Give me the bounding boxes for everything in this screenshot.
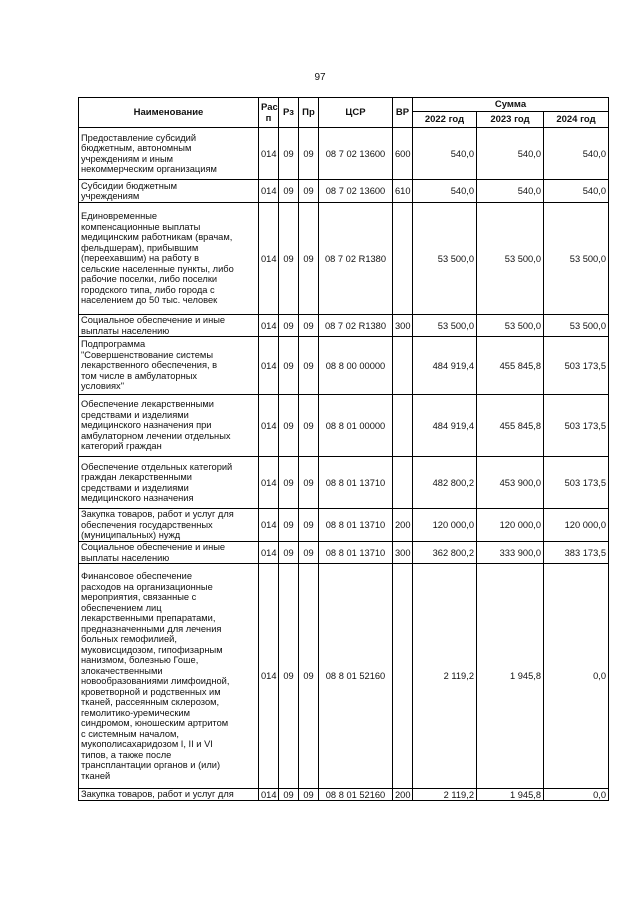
row-amount-2023: 455 845,8 bbox=[477, 337, 544, 395]
row-csr: 08 8 01 52160 bbox=[319, 564, 393, 789]
row-pr: 09 bbox=[299, 789, 319, 801]
row-name: Обеспечение отдельных категорий граждан лекарственными средствами и изделиями медицинского назначения bbox=[79, 457, 259, 509]
row-pr: 09 bbox=[299, 337, 319, 395]
row-amount-2024: 120 000,0 bbox=[544, 509, 609, 542]
table-row bbox=[79, 180, 609, 203]
row-csr: 08 8 01 13710 bbox=[319, 542, 393, 564]
row-vr: 610 bbox=[393, 180, 413, 203]
row-rasp: 014 bbox=[259, 789, 279, 801]
row-amount-2022: 120 000,0 bbox=[413, 509, 477, 542]
table-row bbox=[79, 337, 609, 395]
row-rz: 09 bbox=[279, 180, 299, 203]
row-csr: 08 8 01 00000 bbox=[319, 395, 393, 457]
row-rz: 09 bbox=[279, 789, 299, 801]
row-csr: 08 8 01 13710 bbox=[319, 457, 393, 509]
row-rasp: 014 bbox=[259, 180, 279, 203]
header-pr: Пр bbox=[299, 98, 319, 128]
table-row bbox=[79, 203, 609, 315]
row-amount-2023: 540,0 bbox=[477, 128, 544, 180]
row-name: Единовременные компенсационные выплаты медицинским работникам (врачам, фельдшерам), прибывшим (переехавшим) на работу в сельские населенные пункты, либо рабочие поселки, либо поселки городского типа, либо города с населением до 50 тыс. человек bbox=[79, 203, 259, 315]
row-amount-2022: 540,0 bbox=[413, 128, 477, 180]
row-rz: 09 bbox=[279, 337, 299, 395]
row-amount-2022: 2 119,2 bbox=[413, 789, 477, 801]
row-amount-2023: 1 945,8 bbox=[477, 789, 544, 801]
row-csr: 08 8 01 13710 bbox=[319, 509, 393, 542]
header-sum: Сумма bbox=[413, 98, 609, 112]
row-pr: 09 bbox=[299, 203, 319, 315]
row-rasp: 014 bbox=[259, 128, 279, 180]
row-name: Предоставление субсидий бюджетным, автономным учреждениям и иным некоммерческим организациям bbox=[79, 128, 259, 180]
row-amount-2024: 53 500,0 bbox=[544, 315, 609, 337]
row-rz: 09 bbox=[279, 564, 299, 789]
row-pr: 09 bbox=[299, 564, 319, 789]
row-pr: 09 bbox=[299, 180, 319, 203]
row-amount-2023: 53 500,0 bbox=[477, 203, 544, 315]
row-name: Подпрограмма "Совершенствование системы лекарственного обеспечения, в том числе в амбулаторных условиях" bbox=[79, 337, 259, 395]
row-vr bbox=[393, 395, 413, 457]
row-vr: 200 bbox=[393, 789, 413, 801]
table-row bbox=[79, 315, 609, 337]
row-amount-2024: 383 173,5 bbox=[544, 542, 609, 564]
row-amount-2024: 0,0 bbox=[544, 789, 609, 801]
row-amount-2022: 362 800,2 bbox=[413, 542, 477, 564]
row-rz: 09 bbox=[279, 203, 299, 315]
row-amount-2024: 503 173,5 bbox=[544, 457, 609, 509]
row-vr bbox=[393, 337, 413, 395]
row-amount-2023: 455 845,8 bbox=[477, 395, 544, 457]
row-vr: 200 bbox=[393, 509, 413, 542]
header-2023: 2023 год bbox=[477, 112, 544, 128]
row-csr: 08 7 02 R1380 bbox=[319, 315, 393, 337]
row-rasp: 014 bbox=[259, 564, 279, 789]
row-rasp: 014 bbox=[259, 457, 279, 509]
row-amount-2024: 53 500,0 bbox=[544, 203, 609, 315]
table-row bbox=[79, 564, 609, 789]
table-row bbox=[79, 128, 609, 180]
row-pr: 09 bbox=[299, 395, 319, 457]
row-amount-2023: 53 500,0 bbox=[477, 315, 544, 337]
header-csr: ЦСР bbox=[319, 98, 393, 128]
header-2022: 2022 год bbox=[413, 112, 477, 128]
row-name: Финансовое обеспечение расходов на организационные мероприятия, связанные с обеспечением лиц лекарственными препаратами, предназначенными для лечения больных гемофилией, муковисцидозом, гипофизарным нанизмом, болезнью Гоше, злокачественными новообразованиями лимфоидной, кроветворной и родственных им тканей, рассеянным склерозом, гемолитико-уремическим синдромом, юношеским артритом с системным началом, мукополисахаридозом I, II и VI типов, а также после трансплантации органов и (или) тканей bbox=[79, 564, 259, 789]
table-row bbox=[79, 542, 609, 564]
table-body bbox=[79, 128, 609, 801]
row-amount-2022: 53 500,0 bbox=[413, 315, 477, 337]
row-name: Закупка товаров, работ и услуг для bbox=[79, 789, 259, 801]
row-rasp: 014 bbox=[259, 542, 279, 564]
row-amount-2024: 540,0 bbox=[544, 128, 609, 180]
row-vr: 300 bbox=[393, 542, 413, 564]
row-pr: 09 bbox=[299, 315, 319, 337]
row-rz: 09 bbox=[279, 128, 299, 180]
header-name: Наименование bbox=[79, 98, 259, 128]
table-row bbox=[79, 789, 609, 801]
row-amount-2023: 120 000,0 bbox=[477, 509, 544, 542]
row-amount-2022: 482 800,2 bbox=[413, 457, 477, 509]
row-amount-2023: 540,0 bbox=[477, 180, 544, 203]
row-rz: 09 bbox=[279, 542, 299, 564]
row-rasp: 014 bbox=[259, 395, 279, 457]
row-vr bbox=[393, 564, 413, 789]
row-amount-2024: 0,0 bbox=[544, 564, 609, 789]
row-csr: 08 7 02 R1380 bbox=[319, 203, 393, 315]
row-vr: 600 bbox=[393, 128, 413, 180]
row-rz: 09 bbox=[279, 457, 299, 509]
header-2024: 2024 год bbox=[544, 112, 609, 128]
row-rasp: 014 bbox=[259, 337, 279, 395]
row-amount-2024: 540,0 bbox=[544, 180, 609, 203]
table-row bbox=[79, 457, 609, 509]
header-vr: ВР bbox=[393, 98, 413, 128]
budget-table bbox=[78, 97, 609, 801]
row-name: Социальное обеспечение и иные выплаты населению bbox=[79, 315, 259, 337]
row-amount-2023: 453 900,0 bbox=[477, 457, 544, 509]
row-vr bbox=[393, 203, 413, 315]
row-name: Обеспечение лекарственными средствами и изделиями медицинского назначения при амбулаторном лечении отдельных категорий граждан bbox=[79, 395, 259, 457]
row-name: Субсидии бюджетным учреждениям bbox=[79, 180, 259, 203]
row-csr: 08 7 02 13600 bbox=[319, 128, 393, 180]
table-row bbox=[79, 395, 609, 457]
header-rasp: Рас п bbox=[259, 98, 279, 128]
row-amount-2024: 503 173,5 bbox=[544, 395, 609, 457]
row-rz: 09 bbox=[279, 315, 299, 337]
page-number: 97 bbox=[314, 72, 326, 83]
row-rz: 09 bbox=[279, 395, 299, 457]
row-rasp: 014 bbox=[259, 315, 279, 337]
row-name: Социальное обеспечение и иные выплаты населению bbox=[79, 542, 259, 564]
row-name: Закупка товаров, работ и услуг для обеспечения государственных (муниципальных) нужд bbox=[79, 509, 259, 542]
row-rz: 09 bbox=[279, 509, 299, 542]
row-csr: 08 8 00 00000 bbox=[319, 337, 393, 395]
row-amount-2022: 484 919,4 bbox=[413, 337, 477, 395]
row-amount-2022: 540,0 bbox=[413, 180, 477, 203]
table-row bbox=[79, 509, 609, 542]
row-vr: 300 bbox=[393, 315, 413, 337]
row-pr: 09 bbox=[299, 509, 319, 542]
row-amount-2023: 333 900,0 bbox=[477, 542, 544, 564]
row-pr: 09 bbox=[299, 542, 319, 564]
row-amount-2022: 484 919,4 bbox=[413, 395, 477, 457]
row-rasp: 014 bbox=[259, 509, 279, 542]
row-csr: 08 8 01 52160 bbox=[319, 789, 393, 801]
row-pr: 09 bbox=[299, 457, 319, 509]
row-vr bbox=[393, 457, 413, 509]
row-csr: 08 7 02 13600 bbox=[319, 180, 393, 203]
row-amount-2022: 53 500,0 bbox=[413, 203, 477, 315]
row-amount-2022: 2 119,2 bbox=[413, 564, 477, 789]
row-rasp: 014 bbox=[259, 203, 279, 315]
row-amount-2023: 1 945,8 bbox=[477, 564, 544, 789]
row-pr: 09 bbox=[299, 128, 319, 180]
row-amount-2024: 503 173,5 bbox=[544, 337, 609, 395]
header-rz: Рз bbox=[279, 98, 299, 128]
